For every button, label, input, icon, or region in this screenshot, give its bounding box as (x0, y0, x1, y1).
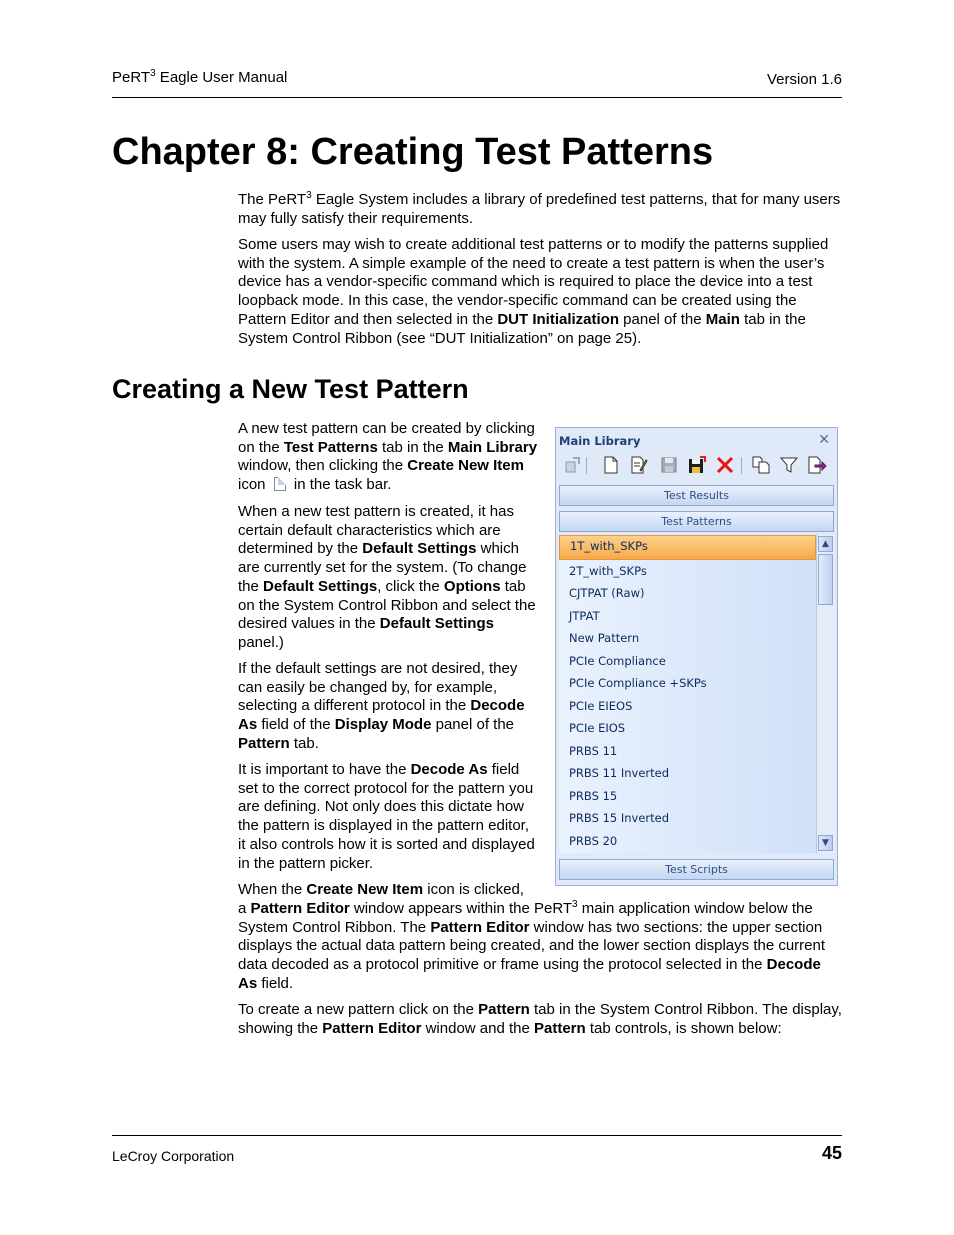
list-item[interactable]: PCIe Compliance +SKPs (569, 676, 707, 690)
tab-test-patterns[interactable]: Test Patterns (559, 511, 834, 532)
body-paragraph-1: A new test pattern can be created by clicking on the Test Patterns tab in the Main Library window, then clicking the Create New Item icon in the task bar. (238, 420, 538, 494)
header-rule (112, 97, 842, 98)
main-library-title: Main Library (559, 434, 641, 448)
list-item[interactable]: PRBS 20 (569, 833, 618, 848)
list-scrollbar[interactable] (816, 535, 835, 853)
scroll-up-icon[interactable]: ▲ (818, 536, 833, 552)
body-paragraph-2: When a new test pattern is created, it has certain default characteristics which are determined by the Default Settings which are currently set for the system. (To change the Default Settings, click the Options tab on the System Control Ribbon and select the desired values in the Default Settings panel.) (238, 503, 536, 651)
import-icon[interactable] (563, 455, 583, 475)
toolbar-separator (586, 457, 587, 474)
save-as-icon[interactable] (687, 455, 707, 475)
list-item[interactable]: PCIe EIEOS (569, 698, 633, 713)
toolbar-separator (741, 457, 742, 474)
page-number: 45 (821, 1143, 842, 1163)
list-item[interactable]: New Pattern (569, 631, 640, 645)
running-header-title: PeRT$^3$ Eagle User Manual (112, 68, 288, 86)
list-item[interactable]: PCIe EIOS (569, 721, 626, 735)
test-patterns-list (559, 535, 816, 853)
footer-company: LeCroy Corporation (112, 1148, 235, 1164)
list-item[interactable]: PRBS 11 Inverted (569, 766, 670, 780)
footer-rule (112, 1135, 842, 1136)
chapter-title: Chapter 8: Creating Test Patterns (112, 131, 714, 173)
list-item[interactable]: PCIe Compliance (569, 653, 666, 668)
tab-test-results[interactable]: Test Results (559, 485, 834, 506)
new-item-icon[interactable] (601, 455, 621, 475)
body-paragraph-4: It is important to have the Decode As field set to the correct protocol for the pattern you are defining. Not only does this dictate how the pattern is displayed in the pattern editor, it also controls how it is sorted and displayed in the pattern picker. (238, 761, 535, 872)
tab-test-scripts[interactable]: Test Scripts (559, 859, 834, 880)
body-paragraph-5-line1: When the Create New Item icon is clicked, (238, 881, 524, 898)
list-item[interactable]: PRBS 11 (569, 743, 618, 758)
export-icon[interactable] (807, 455, 827, 475)
list-item[interactable]: PRBS 15 Inverted (569, 811, 670, 825)
main-library-panel (555, 427, 838, 886)
scroll-down-icon[interactable]: ▼ (818, 835, 833, 851)
body-paragraph-5: a Pattern Editor window appears within the PeRT$^3$ main application window below the System Control Ribbon. The Pattern Editor window has two sections: the upper section displays the actual data pattern being created, and the lower section displays the current data decoded as a protocol primitive or frame using the protocol selected in the Decode As field. (238, 899, 826, 992)
body-paragraph-6: To create a new pattern click on the Pattern tab in the System Control Ribbon. The display, showing the Pattern Editor window and the Pattern tab controls, is shown below: (238, 1001, 842, 1037)
filter-icon[interactable] (779, 455, 799, 475)
new-item-icon (274, 477, 286, 491)
scrollbar-thumb[interactable] (818, 554, 833, 605)
edit-item-icon[interactable] (629, 455, 649, 475)
list-item[interactable]: CJTPAT (Raw) (569, 586, 645, 600)
list-item[interactable]: 1T_with_SKPs (559, 535, 816, 560)
save-icon[interactable] (659, 455, 679, 475)
list-item[interactable]: PRBS 15 (569, 788, 618, 803)
list-item[interactable]: 2T_with_SKPs (569, 563, 647, 578)
section-title: Creating a New Test Pattern (112, 374, 469, 404)
body-paragraph-3: If the default settings are not desired, they can easily be changed by, for example, selecting a different protocol in the Decode As field of the Display Mode panel of the Pattern tab. (238, 660, 525, 752)
list-item[interactable]: JTPAT (569, 608, 600, 623)
intro-paragraph-2: Some users may wish to create additional test patterns or to modify the patterns supplied with the system. A simple example of the need to create a test pattern is when the user’s device has a vendor-specific command which is required to place the device into a test loopback mode. In this case, the vendor-specific command can be created using the Pattern Editor and then selected in the DUT Initialization panel of the Main tab in the System Control Ribbon (see “DUT Initialization” on page 25). (238, 236, 829, 347)
copy-icon[interactable] (751, 455, 771, 475)
running-header-version: Version 1.6 (766, 71, 842, 88)
intro-paragraph-1: The PeRT$^3$ Eagle System includes a library of predefined test patterns, that for many users may fully satisfy their requirements. (238, 190, 841, 227)
delete-icon[interactable] (715, 455, 735, 475)
close-icon[interactable]: ✕ (818, 432, 830, 448)
main-library-toolbar (559, 453, 834, 479)
